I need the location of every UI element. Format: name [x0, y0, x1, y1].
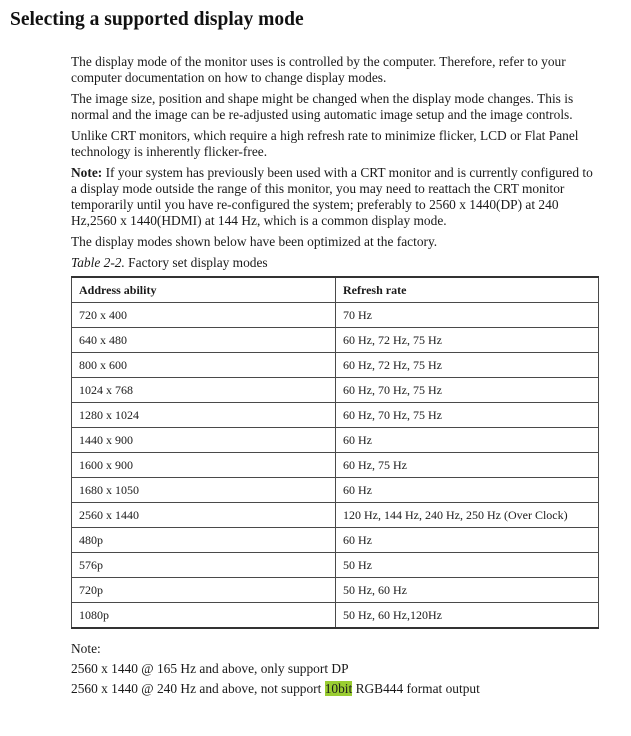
cell-address-ability: 1024 x 768: [72, 378, 336, 403]
display-modes-table: [71, 276, 599, 629]
document-body: [71, 54, 599, 699]
table-row: [72, 378, 599, 403]
table-row: [72, 403, 599, 428]
page-title: Selecting a supported display mode: [10, 9, 304, 30]
table-row: [72, 478, 599, 503]
note-text: If your system has previously been used with a CRT monitor and is currently configured to a display mode outside the range of this monitor, you may need to reattach the CRT monitor temporarily until you have re-configured the system; preferably to 2560 x 1440(DP) at 240 Hz,2560 x 1440(HDMI) at 144 Hz, which is a common display mode.: [71, 165, 593, 228]
paragraph-optimized: The display modes shown below have been optimized at the factory.: [71, 234, 438, 249]
cell-address-ability: 1440 x 900: [72, 428, 336, 453]
cell-refresh-rate: 60 Hz: [336, 478, 599, 503]
cell-refresh-rate: 60 Hz, 75 Hz: [336, 453, 599, 478]
cell-address-ability: 480p: [72, 528, 336, 553]
cell-refresh-rate: 70 Hz: [336, 303, 599, 328]
table-row: [72, 428, 599, 453]
footnote-line-1: 2560 x 1440 @ 165 Hz and above, only support DP: [71, 661, 349, 676]
cell-address-ability: 576p: [72, 553, 336, 578]
cell-address-ability: 1280 x 1024: [72, 403, 336, 428]
footnote-line-2: [71, 679, 599, 699]
header-refresh-rate: Refresh rate: [336, 277, 599, 303]
cell-address-ability: 720 x 400: [72, 303, 336, 328]
cell-address-ability: 720p: [72, 578, 336, 603]
table-row: [72, 353, 599, 378]
table-body: [72, 303, 599, 629]
cell-address-ability: 640 x 480: [72, 328, 336, 353]
cell-refresh-rate: 60 Hz, 72 Hz, 75 Hz: [336, 353, 599, 378]
highlighted-10bit: 10bit: [324, 681, 353, 696]
table-row: [72, 453, 599, 478]
footnote-label: Note:: [71, 641, 101, 656]
cell-refresh-rate: 120 Hz, 144 Hz, 240 Hz, 250 Hz (Over Clock): [336, 503, 599, 528]
table-row: [72, 553, 599, 578]
footnote-line-2-end: RGB444 format output: [352, 681, 480, 696]
cell-refresh-rate: 60 Hz, 70 Hz, 75 Hz: [336, 403, 599, 428]
cell-address-ability: 1080p: [72, 603, 336, 629]
table-header-row: [72, 277, 599, 303]
table-caption-number: Table 2-2.: [71, 255, 125, 270]
cell-refresh-rate: 60 Hz: [336, 528, 599, 553]
cell-address-ability: 1680 x 1050: [72, 478, 336, 503]
paragraph-display-mode: The display mode of the monitor uses is controlled by the computer. Therefore, refer to your computer documentation on how to change display modes.: [71, 54, 566, 85]
cell-refresh-rate: 50 Hz, 60 Hz: [336, 578, 599, 603]
cell-address-ability: 2560 x 1440: [72, 503, 336, 528]
cell-refresh-rate: 50 Hz, 60 Hz,120Hz: [336, 603, 599, 629]
cell-refresh-rate: 60 Hz, 72 Hz, 75 Hz: [336, 328, 599, 353]
table-row: [72, 578, 599, 603]
header-address-ability: Address ability: [72, 277, 336, 303]
cell-address-ability: 800 x 600: [72, 353, 336, 378]
table-row: [72, 328, 599, 353]
table-row: [72, 528, 599, 553]
table-caption: [71, 255, 599, 271]
footnotes: [71, 639, 599, 699]
table-row: [72, 503, 599, 528]
cell-address-ability: 1600 x 900: [72, 453, 336, 478]
cell-refresh-rate: 60 Hz: [336, 428, 599, 453]
note-paragraph: [71, 165, 599, 229]
table-row: [72, 303, 599, 328]
note-label: Note:: [71, 165, 103, 180]
cell-refresh-rate: 60 Hz, 70 Hz, 75 Hz: [336, 378, 599, 403]
paragraph-crt: Unlike CRT monitors, which require a high refresh rate to minimize flicker, LCD or Flat Panel technology is inherently flicker-free.: [71, 128, 579, 159]
table-caption-text: Factory set display modes: [124, 255, 268, 270]
cell-refresh-rate: 50 Hz: [336, 553, 599, 578]
table-row: [72, 603, 599, 629]
paragraph-image-size: The image size, position and shape might be changed when the display mode changes. This is normal and the image can be re-adjusted using automatic image setup and the image controls.: [71, 91, 574, 122]
footnote-line-2-start: 2560 x 1440 @ 240 Hz and above, not support: [71, 681, 325, 696]
